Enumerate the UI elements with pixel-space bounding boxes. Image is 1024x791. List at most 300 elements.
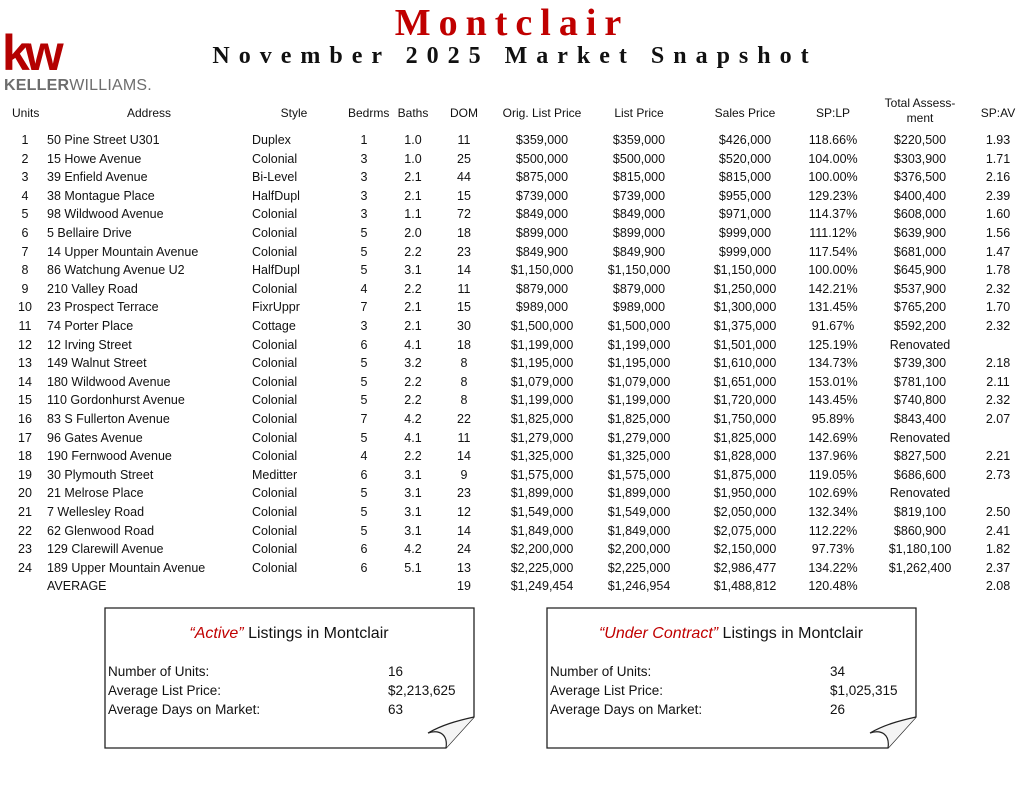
page-title: Montclair — [394, 2, 630, 44]
active-price-label: Average List Price: — [108, 683, 222, 698]
table-row — [0, 150, 1024, 168]
cell-sales-price: $1,150,000 — [713, 263, 777, 278]
cell-sales-price: $999,000 — [718, 244, 772, 259]
cell-baths: 4.1 — [404, 430, 422, 445]
cell-address: 23 Prospect Terrace — [47, 300, 159, 315]
cell-dom: 30 — [457, 319, 471, 333]
cell-sp-lp: 104.00% — [808, 151, 858, 166]
cell-dom: 25 — [457, 151, 471, 166]
contract-price-label: Average List Price: — [550, 683, 664, 698]
header-sp-lp: SP:LP — [815, 106, 851, 120]
cell-baths: 2.2 — [404, 281, 422, 296]
cell-list-price: $989,000 — [612, 300, 666, 315]
cell-sp-av: 2.73 — [985, 467, 1011, 482]
cell-sales-price: $955,000 — [718, 188, 772, 203]
cell-address: 98 Wildwood Avenue — [47, 207, 164, 222]
cell-baths: 2.1 — [404, 188, 422, 203]
cell-list-price: $1,549,000 — [607, 505, 671, 519]
cell-bedrms: 5 — [360, 523, 368, 538]
cell-address: 129 Clarewill Avenue — [47, 542, 164, 557]
table-row — [0, 224, 1024, 242]
cell-unit: 18 — [18, 449, 32, 464]
cell-orig-list-price: $875,000 — [515, 170, 569, 185]
average-dom: 19 — [457, 579, 471, 593]
cell-sp-av: 1.56 — [985, 226, 1011, 240]
cell-sp-av: 1.93 — [985, 133, 1011, 147]
contract-price-value: $1,025,315 — [830, 683, 898, 698]
table-row — [0, 540, 1024, 558]
cell-dom: 24 — [457, 542, 471, 557]
cell-style: Colonial — [252, 449, 298, 464]
cell-unit: 13 — [18, 356, 32, 371]
cell-baths: 3.1 — [404, 523, 422, 538]
cell-address: 5 Bellaire Drive — [47, 226, 132, 240]
cell-address: 7 Wellesley Road — [47, 505, 145, 519]
cell-address: 190 Fernwood Avenue — [47, 449, 172, 464]
cell-address: 110 Gordonhurst Avenue — [47, 393, 185, 408]
cell-style: HalfDupl — [252, 263, 300, 278]
cell-style: Colonial — [252, 542, 298, 557]
cell-sp-av: 2.11 — [986, 374, 1010, 389]
cell-total-assessment: $781,100 — [893, 374, 947, 389]
cell-total-assessment: $645,900 — [893, 263, 947, 278]
average-list-price: $1,246,954 — [607, 579, 671, 593]
contract-dom-label: Average Days on Market: — [550, 702, 703, 717]
table-row — [0, 205, 1024, 223]
cell-dom: 14 — [457, 449, 471, 464]
cell-bedrms: 4 — [360, 281, 368, 296]
table-row — [0, 373, 1024, 391]
cell-unit: 16 — [18, 412, 32, 426]
cell-dom: 23 — [457, 244, 471, 259]
kw-logo-mark: kw — [2, 25, 59, 81]
table-row — [0, 410, 1024, 428]
active-dom-label: Average Days on Market: — [108, 702, 261, 717]
cell-baths: 4.1 — [404, 337, 422, 352]
cell-dom: 22 — [457, 412, 471, 426]
cell-style: Cottage — [252, 319, 296, 333]
contract-units-value: 34 — [830, 664, 846, 679]
cell-orig-list-price: $1,325,000 — [510, 449, 574, 464]
cell-sales-price: $1,375,000 — [713, 319, 777, 333]
cell-address: 210 Valley Road — [47, 281, 138, 296]
cell-list-price: $1,500,000 — [607, 319, 671, 333]
cell-list-price: $1,195,000 — [607, 356, 671, 371]
cell-list-price: $1,899,000 — [607, 486, 671, 501]
header-sp-av: SP:AV — [980, 106, 1016, 120]
table-row — [0, 317, 1024, 335]
cell-total-assessment: $843,400 — [893, 412, 947, 426]
cell-style: Colonial — [252, 430, 298, 445]
table-row — [0, 466, 1024, 484]
cell-bedrms: 6 — [360, 337, 368, 352]
cell-list-price: $879,000 — [612, 281, 666, 296]
cell-dom: 18 — [457, 226, 471, 240]
logo-wordmark-rest: WILLIAMS. — [69, 77, 152, 94]
cell-address: 39 Enfield Avenue — [47, 170, 148, 185]
cell-style: Duplex — [252, 133, 291, 147]
header-bedrms: Bedrms — [348, 106, 390, 120]
cell-unit: 12 — [18, 337, 32, 352]
cell-sp-av: 2.16 — [985, 170, 1011, 185]
cell-total-assessment: $819,100 — [893, 505, 947, 519]
cell-sales-price: $2,986,477 — [713, 560, 777, 575]
cell-address: 74 Porter Place — [47, 319, 134, 333]
cell-sp-av: 2.32 — [985, 319, 1011, 333]
logo-wordmark — [4, 78, 152, 94]
cell-sp-av: 2.39 — [985, 188, 1011, 203]
cell-bedrms: 5 — [360, 226, 368, 240]
cell-unit: 4 — [21, 188, 29, 203]
cell-sp-av: 2.21 — [985, 449, 1011, 464]
cell-bedrms: 3 — [360, 207, 368, 222]
cell-sp-av: 1.70 — [985, 300, 1011, 315]
cell-unit: 20 — [18, 486, 32, 501]
cell-unit: 17 — [18, 430, 32, 445]
active-panel-title — [104, 625, 474, 643]
cell-sales-price: $1,610,000 — [713, 356, 777, 371]
table-row — [0, 447, 1024, 465]
cell-sales-price: $2,150,000 — [713, 542, 777, 557]
cell-style: Colonial — [252, 337, 298, 352]
cell-unit: 9 — [21, 281, 29, 296]
cell-sales-price: $1,720,000 — [713, 393, 777, 408]
active-dom-value: 63 — [388, 702, 404, 717]
cell-address: 86 Watchung Avenue U2 — [47, 263, 185, 278]
cell-baths: 2.2 — [404, 393, 422, 408]
table-row — [0, 336, 1024, 354]
cell-sp-av: 2.18 — [985, 356, 1011, 371]
table-row — [0, 484, 1024, 502]
cell-orig-list-price: $1,195,000 — [510, 356, 574, 371]
header-dom: DOM — [450, 106, 478, 120]
cell-baths: 1.0 — [404, 151, 422, 166]
cell-orig-list-price: $739,000 — [515, 188, 569, 203]
cell-total-assessment: $400,400 — [893, 188, 947, 203]
table-row — [0, 503, 1024, 521]
table-row — [0, 429, 1024, 447]
cell-sales-price: $2,050,000 — [713, 505, 777, 519]
cell-unit: 24 — [18, 560, 32, 575]
cell-bedrms: 5 — [360, 356, 368, 371]
cell-bedrms: 4 — [360, 449, 368, 464]
table-row — [0, 261, 1024, 279]
contract-units-label: Number of Units: — [550, 664, 652, 679]
cell-total-assessment: $827,500 — [893, 449, 947, 464]
cell-sales-price: $1,501,000 — [713, 337, 777, 352]
table-row — [0, 391, 1024, 409]
cell-sp-lp: 153.01% — [808, 374, 858, 389]
cell-bedrms: 5 — [360, 263, 368, 278]
cell-total-assessment: $681,000 — [893, 244, 947, 259]
cell-orig-list-price: $1,199,000 — [510, 393, 574, 408]
cell-baths: 3.1 — [404, 467, 422, 482]
cell-list-price: $1,849,000 — [607, 523, 671, 538]
cell-address: 15 Howe Avenue — [47, 151, 142, 166]
cell-sp-lp: 100.00% — [808, 170, 858, 185]
cell-address: 96 Gates Avenue — [47, 430, 143, 445]
cell-list-price: $359,000 — [612, 133, 666, 147]
active-units-value: 16 — [388, 664, 404, 679]
cell-dom: 18 — [457, 337, 471, 352]
cell-sp-lp: 142.69% — [808, 430, 858, 445]
cell-style: HalfDupl — [252, 188, 300, 203]
average-orig-list-price: $1,249,454 — [510, 579, 574, 593]
table-header — [0, 96, 1024, 125]
cell-baths: 1.0 — [404, 133, 422, 147]
cell-bedrms: 5 — [360, 244, 368, 259]
cell-sales-price: $971,000 — [718, 207, 772, 222]
cell-unit: 5 — [21, 207, 29, 222]
cell-bedrms: 3 — [360, 170, 368, 185]
active-highlight: “Active” — [189, 625, 244, 642]
cell-bedrms: 3 — [360, 188, 368, 203]
page-subtitle: November 2025 Market Snapshot — [212, 43, 818, 69]
cell-sp-lp: 117.54% — [808, 244, 858, 259]
cell-style: Meditter — [252, 467, 298, 482]
cell-total-assessment: $376,500 — [893, 170, 947, 185]
cell-bedrms: 3 — [360, 319, 368, 333]
cell-unit: 19 — [18, 467, 32, 482]
cell-bedrms: 1 — [360, 133, 368, 147]
cell-sales-price: $1,750,000 — [713, 412, 777, 426]
cell-sp-lp: 132.34% — [808, 505, 858, 519]
cell-list-price: $739,000 — [612, 188, 666, 203]
cell-sp-lp: 137.96% — [808, 449, 858, 464]
cell-style: Colonial — [252, 412, 298, 426]
cell-total-assessment: Renovated — [889, 337, 951, 352]
table-row — [0, 354, 1024, 372]
cell-sp-av: 1.82 — [985, 542, 1011, 557]
header-baths: Baths — [397, 106, 429, 120]
cell-sp-lp: 97.73% — [811, 542, 855, 557]
header-total-assessment: Total Assess-ment — [884, 96, 956, 125]
cell-baths: 2.1 — [404, 170, 422, 185]
cell-sp-lp: 102.69% — [808, 486, 858, 501]
cell-orig-list-price: $2,225,000 — [510, 560, 574, 575]
cell-baths: 3.1 — [404, 505, 422, 519]
cell-style: Colonial — [252, 374, 298, 389]
cell-address: 21 Melrose Place — [47, 486, 144, 501]
cell-sp-lp: 143.45% — [808, 393, 858, 408]
cell-dom: 15 — [457, 300, 471, 315]
cell-baths: 1.1 — [404, 207, 422, 222]
cell-style: Bi-Level — [252, 170, 298, 185]
cell-orig-list-price: $1,825,000 — [510, 412, 574, 426]
average-row — [0, 577, 1024, 595]
cell-dom: 8 — [460, 374, 468, 389]
cell-bedrms: 7 — [360, 412, 368, 426]
cell-style: Colonial — [252, 356, 298, 371]
active-title-rest: Listings in Montclair — [243, 625, 389, 642]
cell-dom: 13 — [457, 560, 471, 575]
cell-total-assessment: $860,900 — [893, 523, 947, 538]
cell-total-assessment: $537,900 — [893, 281, 947, 296]
cell-address: 12 Irving Street — [47, 337, 132, 352]
cell-sp-av: 2.07 — [985, 412, 1011, 426]
cell-orig-list-price: $1,849,000 — [510, 523, 574, 538]
cell-baths: 3.1 — [404, 263, 422, 278]
cell-sp-av: 2.37 — [985, 560, 1011, 575]
cell-bedrms: 6 — [360, 467, 368, 482]
cell-list-price: $1,199,000 — [607, 393, 671, 408]
active-listings-panel — [104, 607, 474, 747]
cell-bedrms: 5 — [360, 486, 368, 501]
table-row — [0, 280, 1024, 298]
cell-total-assessment: $608,000 — [893, 207, 947, 222]
cell-baths: 2.2 — [404, 374, 422, 389]
cell-sales-price: $1,250,000 — [713, 281, 777, 296]
cell-unit: 8 — [21, 263, 29, 278]
cell-sp-av: 1.60 — [985, 207, 1011, 222]
cell-dom: 15 — [457, 188, 471, 203]
cell-total-assessment: $639,900 — [893, 226, 947, 240]
cell-dom: 14 — [457, 523, 471, 538]
cell-bedrms: 3 — [360, 151, 368, 166]
cell-dom: 72 — [457, 207, 471, 222]
cell-style: Colonial — [252, 486, 298, 501]
cell-address: 38 Montague Place — [47, 188, 155, 203]
cell-orig-list-price: $1,899,000 — [510, 486, 574, 501]
cell-baths: 5.1 — [404, 560, 422, 575]
cell-list-price: $899,000 — [612, 226, 666, 240]
cell-total-assessment: $686,600 — [893, 467, 947, 482]
header-sales-price: Sales Price — [714, 106, 776, 120]
cell-list-price: $1,279,000 — [607, 430, 671, 445]
cell-address: 189 Upper Mountain Avenue — [47, 560, 206, 575]
cell-sp-lp: 118.66% — [808, 133, 858, 147]
contract-title-rest: Listings in Montclair — [718, 625, 864, 642]
cell-orig-list-price: $1,199,000 — [510, 337, 574, 352]
cell-sales-price: $520,000 — [718, 151, 772, 166]
cell-dom: 11 — [457, 133, 471, 147]
cell-style: Colonial — [252, 393, 298, 408]
cell-sales-price: $1,828,000 — [713, 449, 777, 464]
cell-list-price: $1,199,000 — [607, 337, 671, 352]
cell-sp-av: 2.50 — [985, 505, 1011, 519]
cell-dom: 11 — [457, 430, 471, 445]
cell-orig-list-price: $879,000 — [515, 281, 569, 296]
cell-baths: 3.1 — [404, 486, 422, 501]
cell-dom: 8 — [460, 393, 468, 408]
cell-unit: 10 — [18, 300, 32, 315]
cell-list-price: $1,079,000 — [607, 374, 671, 389]
cell-bedrms: 7 — [360, 300, 368, 315]
cell-sp-lp: 125.19% — [808, 337, 858, 352]
cell-sp-av: 1.71 — [985, 151, 1011, 166]
cell-bedrms: 5 — [360, 393, 368, 408]
cell-style: Colonial — [252, 226, 298, 240]
cell-orig-list-price: $500,000 — [515, 151, 569, 166]
cell-dom: 8 — [460, 356, 468, 371]
cell-total-assessment: $739,300 — [893, 356, 947, 371]
cell-sp-lp: 95.89% — [811, 412, 855, 426]
cell-dom: 44 — [457, 170, 471, 185]
header-list-price: List Price — [614, 106, 664, 120]
cell-style: Colonial — [252, 560, 298, 575]
cell-dom: 23 — [457, 486, 471, 501]
cell-sp-av: 2.32 — [985, 281, 1011, 296]
contract-panel-title — [546, 625, 916, 643]
contract-highlight: “Under Contract” — [598, 625, 719, 642]
cell-baths: 3.2 — [404, 356, 422, 371]
cell-total-assessment: $1,262,400 — [888, 560, 952, 575]
cell-orig-list-price: $1,150,000 — [510, 263, 574, 278]
cell-style: Colonial — [252, 151, 298, 166]
cell-list-price: $1,575,000 — [607, 467, 671, 482]
cell-address: 50 Pine Street U301 — [47, 133, 160, 147]
cell-bedrms: 5 — [360, 374, 368, 389]
cell-sp-lp: 119.05% — [808, 467, 858, 482]
header-orig-list-price: Orig. List Price — [502, 106, 582, 120]
cell-sales-price: $1,651,000 — [713, 374, 777, 389]
cell-baths: 4.2 — [404, 412, 422, 426]
cell-orig-list-price: $1,575,000 — [510, 467, 574, 482]
under-contract-panel — [546, 607, 916, 747]
header-units: Units — [12, 106, 40, 120]
table-row — [0, 522, 1024, 540]
cell-style: Colonial — [252, 207, 298, 222]
cell-sp-av: 1.47 — [985, 244, 1011, 259]
cell-list-price: $1,150,000 — [607, 263, 671, 278]
cell-total-assessment: $1,180,100 — [888, 542, 952, 557]
table-row — [0, 559, 1024, 577]
cell-unit: 22 — [18, 523, 32, 538]
cell-sales-price: $999,000 — [718, 226, 772, 240]
cell-sp-lp: 100.00% — [808, 263, 858, 278]
cell-sp-lp: 129.23% — [808, 188, 858, 203]
cell-total-assessment: $220,500 — [893, 133, 947, 147]
cell-address: 62 Glenwood Road — [47, 523, 155, 538]
cell-address: 30 Plymouth Street — [47, 467, 154, 482]
cell-sp-av: 2.32 — [985, 393, 1011, 408]
cell-baths: 2.2 — [404, 449, 422, 464]
cell-total-assessment: Renovated — [889, 430, 951, 445]
cell-sales-price: $1,300,000 — [713, 300, 777, 315]
cell-unit: 1 — [21, 133, 29, 147]
header-address: Address — [126, 106, 172, 120]
cell-list-price: $2,200,000 — [607, 542, 671, 557]
cell-orig-list-price: $849,900 — [515, 244, 569, 259]
cell-total-assessment: $592,200 — [893, 319, 947, 333]
header-style: Style — [280, 106, 308, 120]
cell-orig-list-price: $1,549,000 — [510, 505, 574, 519]
cell-orig-list-price: $1,500,000 — [510, 319, 574, 333]
cell-style: FixrUppr — [252, 300, 300, 315]
cell-sales-price: $1,875,000 — [713, 467, 777, 482]
cell-style: Colonial — [252, 281, 298, 296]
cell-dom: 9 — [460, 467, 468, 482]
cell-sales-price: $815,000 — [718, 170, 772, 185]
cell-bedrms: 6 — [360, 542, 368, 557]
cell-baths: 2.1 — [404, 300, 422, 315]
cell-sp-lp: 142.21% — [808, 281, 858, 296]
cell-sp-lp: 134.73% — [808, 356, 858, 371]
cell-orig-list-price: $849,000 — [515, 207, 569, 222]
table-row — [0, 131, 1024, 149]
table-row — [0, 187, 1024, 205]
cell-unit: 6 — [21, 226, 29, 240]
cell-total-assessment: Renovated — [889, 486, 951, 501]
cell-sp-lp: 91.67% — [811, 319, 855, 333]
table-row — [0, 168, 1024, 186]
cell-sp-lp: 131.45% — [808, 300, 858, 315]
cell-list-price: $815,000 — [612, 170, 666, 185]
cell-sales-price: $426,000 — [718, 133, 772, 147]
cell-total-assessment: $740,800 — [893, 393, 947, 408]
cell-orig-list-price: $899,000 — [515, 226, 569, 240]
cell-address: 83 S Fullerton Avenue — [47, 412, 170, 426]
